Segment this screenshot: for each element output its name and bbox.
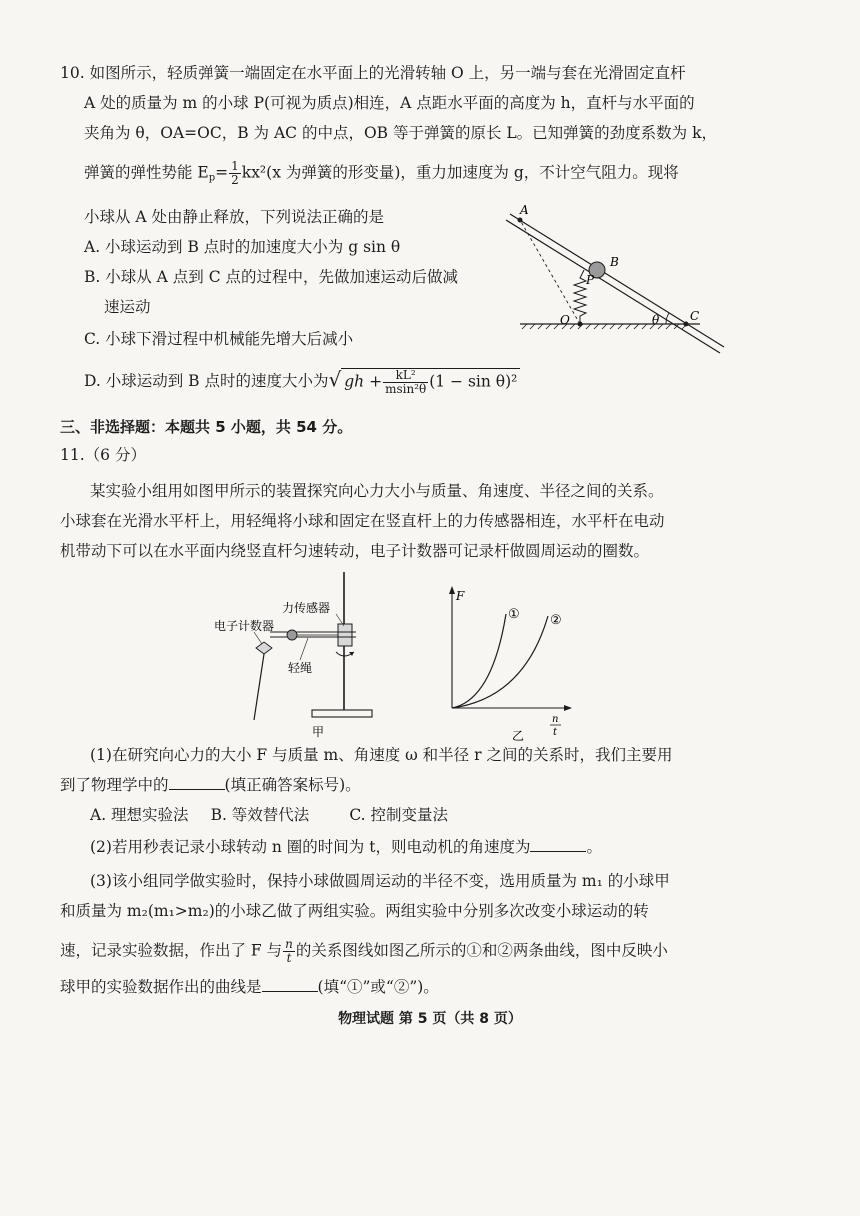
angle-arc [666, 313, 669, 324]
q11-sub2-text: (2)若用秒表记录小球转动 n 圈的时间为 t，则电动机的角速度为 [90, 838, 531, 856]
q10-sqrt-num: kL² [383, 369, 428, 383]
section-3-heading: 三、非选择题：本题共 5 小题，共 54 分。 [60, 418, 353, 436]
label-force-sensor: 力传感器 [282, 601, 331, 615]
q11-sub3-num: n [285, 937, 293, 951]
q10-option-c: C. 小球下滑过程中机械能先增大后减小 [84, 330, 354, 348]
q11-sub1-blank [169, 775, 225, 790]
counter-diamond [256, 642, 272, 654]
curve-2-label: ② [550, 613, 562, 628]
q11-option-a: A. 理想实验法 [90, 806, 189, 824]
q10-energy-rest: kx²(x 为弹簧的形变量)，重力加速度为 g，不计空气阻力。现将 [241, 163, 679, 182]
page-footer: 物理试题 第 5 页（共 8 页） [338, 1011, 522, 1027]
y-axis-arrow [449, 586, 455, 594]
counter-stand [254, 654, 264, 720]
q11-paragraph-3: 机带动下可以在水平面内绕竖直杆匀速转动，电子计数器可记录杆做圆周运动的圈数。 [60, 542, 650, 560]
q11-sub3-line-c [60, 938, 668, 965]
q10-sqrt-den: msin²θ [385, 382, 427, 396]
q10-option-b-2: 速运动 [104, 298, 151, 316]
ground-hatch [522, 324, 687, 329]
y-axis-label: F [456, 589, 465, 603]
q11-heading: 11.（6 分） [60, 446, 146, 464]
curve-2 [452, 616, 548, 708]
q11-sub3-line-b: 和质量为 m₂(m₁>m₂)的小球乙做了两组实验。两组实验中分别多次改变小球运动的转 [60, 902, 649, 920]
x-axis-label-num: n [552, 714, 559, 725]
label-o: O [560, 313, 570, 327]
q11-sub2-suffix: 。 [586, 838, 602, 856]
q10-sqrt-expression: √ gh + $\frac{\text{kL²}}{\text{msin²θ}}$ (1 − sin θ)² [328, 368, 520, 396]
q11-sub3-line-d [60, 976, 439, 998]
label-c: C [690, 309, 700, 323]
x-axis-arrow [564, 705, 572, 711]
point-o-dot [578, 322, 583, 327]
q11-sub3-den: t [286, 951, 292, 965]
incline-rod-bottom [506, 220, 720, 353]
q11-sub3-line-a: (3)该小组同学做实验时，保持小球做圆周运动的半径不变，选用质量为 m₁ 的小球甲 [90, 872, 670, 890]
caption-yi: 乙 [512, 729, 525, 743]
q10-line-5: 小球从 A 处由静止释放，下列说法正确的是 [84, 208, 385, 226]
q10-line-3: 夹角为 θ，OA=OC，B 为 AC 的中点，OB 等于弹簧的原长 L。已知弹簧的劲度系数为 k， [84, 124, 718, 142]
label-p: P [586, 273, 595, 287]
spring [574, 270, 586, 324]
q10-incline-figure [500, 200, 740, 360]
q11-sub3-c-suffix: 的关系图线如图乙所示的①和②两条曲线，图中反映小 [295, 941, 668, 960]
label-theta: θ [652, 313, 660, 327]
x-axis-label-den: t [553, 727, 558, 738]
caption-jia: 甲 [312, 725, 325, 739]
q11-sub1-line-a: (1)在研究向心力的大小 F 与质量 m、角速度 ω 和半径 r 之间的关系时，我们主要用 [90, 746, 673, 764]
q11-option-c: C. 控制变量法 [349, 806, 448, 824]
q10-energy-sub: p [208, 172, 216, 184]
q10-sqrt-fraction [383, 369, 428, 396]
force-sensor-block [338, 624, 352, 646]
q11-sub1-options [90, 804, 448, 826]
q10-half-den: 2 [231, 173, 239, 187]
q10-option-b-1: B. 小球从 A 点到 C 点的过程中，先做加速运动后做减 [84, 268, 459, 286]
label-a: A [520, 203, 529, 217]
q11-graph-figure [440, 584, 580, 744]
q11-sub1-line-b [60, 774, 361, 796]
q10-sqrt-part1: gh + [344, 372, 383, 391]
q10-sqrt-part2: (1 − sin θ)² [429, 372, 518, 391]
curve-1-label: ① [508, 607, 520, 622]
q11-sub2 [90, 836, 602, 858]
stand-base [312, 710, 372, 717]
q11-sub3-fraction [283, 938, 295, 965]
label-b: B [610, 255, 619, 269]
q11-paragraph-1: 某实验小组用如图甲所示的装置探究向心力大小与质量、角速度、半径之间的关系。 [90, 482, 664, 500]
q11-paragraph-2: 小球套在光滑水平杆上，用轻绳将小球和固定在竖直杆上的力传感器相连，水平杆在电动 [60, 512, 665, 530]
q10-half-num: 1 [231, 159, 239, 173]
q10-option-d-label: D. 小球运动到 B 点时的速度大小为 [84, 372, 329, 390]
rotation-arrow-head [349, 652, 354, 656]
q11-sub1-suffix: (填正确答案标号)。 [224, 776, 361, 794]
point-a-dot [518, 218, 523, 223]
q11-sub2-blank [530, 837, 586, 852]
q11-sub3-blank [262, 977, 318, 992]
q11-sub3-d-prefix: 球甲的实验数据作出的曲线是 [60, 978, 262, 996]
q11-sub3-c-prefix: 速，记录实验数据，作出了 F 与 [60, 941, 283, 960]
q11-option-b: B. 等效替代法 [210, 806, 310, 824]
label-counter: 电子计数器 [214, 619, 275, 633]
curve-1 [452, 614, 506, 708]
label-rope: 轻绳 [288, 661, 313, 675]
q10-option-a: A. 小球运动到 B 点时的加速度大小为 g sin θ [84, 238, 401, 256]
q10-option-d [84, 368, 520, 396]
q10-line-1: 10. 如图所示，轻质弹簧一端固定在水平面上的光滑转轴 O 上，另一端与套在光滑固定直杆 [60, 64, 686, 82]
q10-line-4 [84, 160, 679, 190]
incline-rod-top [510, 214, 724, 347]
q11-sub1-prefix: 到了物理学中的 [60, 776, 169, 794]
q11-apparatus-figure [196, 566, 396, 746]
dashed-oa-line [520, 220, 580, 324]
ball-on-rod [287, 630, 297, 640]
q10-eq: = [215, 163, 229, 182]
q10-energy-label: 弹簧的弹性势能 E [84, 163, 209, 182]
counter-leader [254, 632, 262, 644]
q10-half-fraction [229, 160, 241, 187]
rope-leader [300, 638, 308, 660]
q11-sub3-d-suffix: (填“①”或“②”)。 [317, 978, 439, 996]
q10-line-2: A 处的质量为 m 的小球 P(可视为质点)相连，A 点距水平面的高度为 h，直杆与水平面的 [84, 94, 695, 112]
point-c-dot [684, 322, 689, 327]
